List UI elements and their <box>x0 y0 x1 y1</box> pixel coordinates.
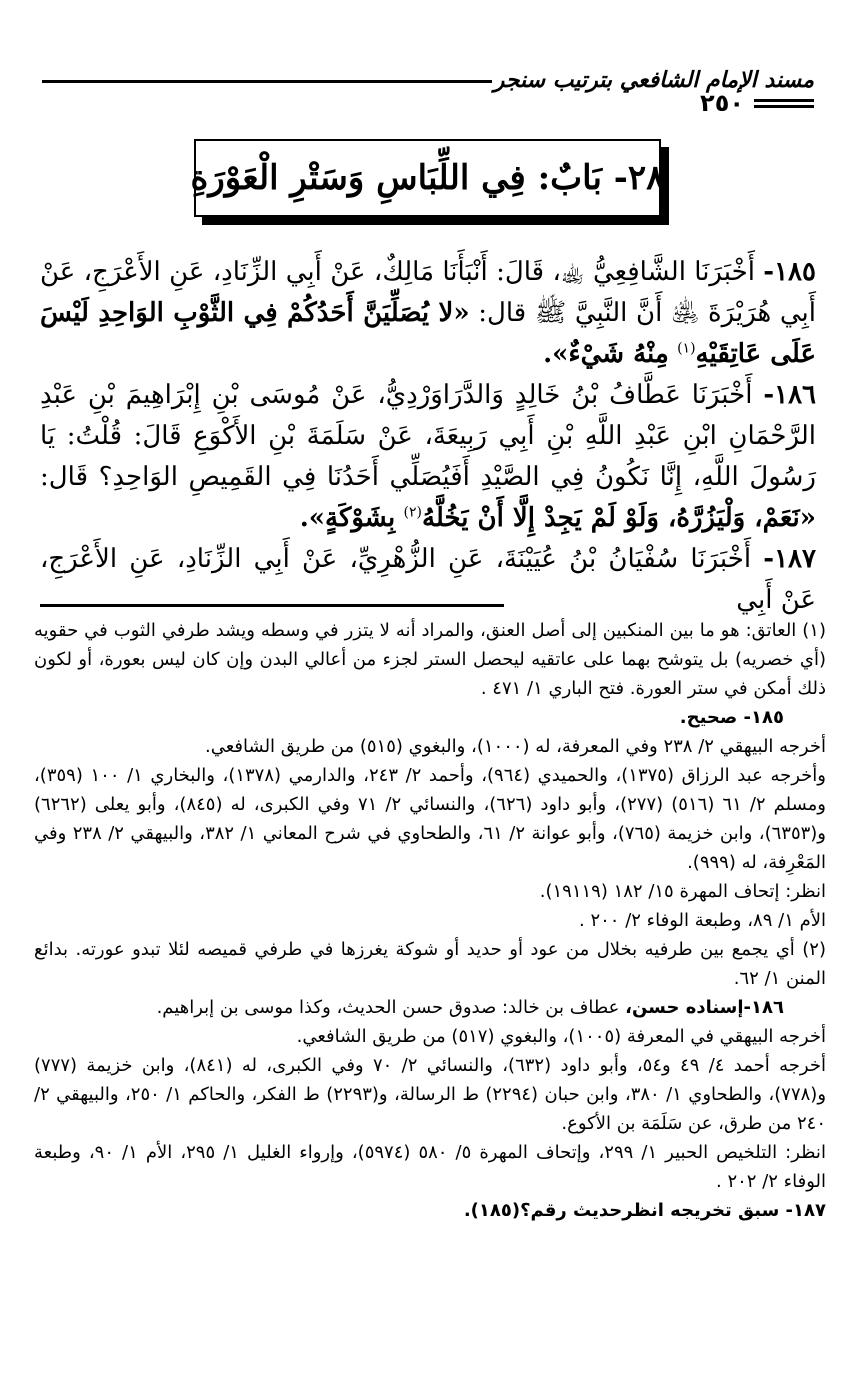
hadith-number: ١٨٧- <box>763 544 816 574</box>
footnote-2: (٢) أي يجمع بين طرفيه بخلال من عود أو حديد أو شوكة يغرزها في طرفي قميصه لئلا تبدو عورته. بدائع المنن ١/ ٦٢. <box>34 939 826 989</box>
takhrij-185-line: وأخرجه عبد الرزاق (١٣٧٥)، والحميدي (٩٦٤)، وأحمد ٢/ ٢٤٣، والدارمي (١٣٧٨)، والبخاري ١/ ١٠٠ (٣٥٩)، ومسلم ٢/ ٦١ (٥١٦) (٢٧٧)، وأبو داود (٦٢٦)، والنسائي ٢/ ٧١ وفي الكبرى، له (٨٤٥)، وأبو يعلى (٦٢٦٢) و(٦٣٥٣)، وابن خزيمة (٧٦٥)، وأبو عوانة ٢/ ٦١، والطحاوي في شرح المعاني ١/ ٣٨٢، والبيهقي ٢/ ٢٣٨ وفي المَعْرِفة، له (٩٩٩). <box>34 765 827 873</box>
footnotes <box>34 616 826 1225</box>
takhrij-185-line: الأم ١/ ٨٩، وطبعة الوفاء ٢/ ٢٠٠ . <box>579 910 826 931</box>
takhrij-186-line: انظر: التلخيص الحبير ١/ ٢٩٩، وإتحاف المهرة ٥/ ٥٨٠ (٥٩٧٤)، وإرواء الغليل ١/ ٢٩٥، الأم ١/ ٩٠، وطبعة الوفاء ٢/ ٢٠٢ . <box>34 1142 826 1192</box>
takhrij-187: ١٨٧- سبق تخريجه انظرحديث رقم؟(١٨٥). <box>463 1200 826 1221</box>
hadith-number: ١٨٦- <box>763 380 817 410</box>
hadith-matn-end: مِنْهُ شَيْءٌ». <box>543 339 669 369</box>
chapter-title: ٢٨- بَابٌ: فِي اللِّبَاسِ وَسَتْرِ الْعَوْرَةِ <box>190 158 665 198</box>
hadith-matn: «نَعَمْ، وَلْيَزُرَّهُ، وَلَوْ لَمْ يَجِدْ إِلَّا أَنْ يَخُلَّهُ <box>421 503 816 533</box>
takhrij-186-heading <box>34 993 826 1022</box>
hadith-isnad: أَخْبَرَنَا الشَّافِعِيُّ ﵀، قَالَ: أَنْبَأَنَا مَالِكٌ، عَنْ أَبِي الزِّنَادِ، عَنِ الأَعْرَجِ، عَنْ أَبِي هُرَيْرَةَ ﵁ أَنَّ النَّبِيَّ ﷺ قال: <box>40 257 817 328</box>
hadith-text <box>40 252 816 621</box>
hadith-185 <box>40 252 816 375</box>
footnote-marker: (١) <box>677 340 696 357</box>
hadith-isnad: أَخْبَرَنَا سُفْيَانُ بْنُ عُيَيْنَةَ، عَنِ الزُّهْرِيِّ، عَنْ أَبِي الزِّنَادِ، عَنِ الأَعْرَجِ، عَنْ أَبِي <box>40 544 816 615</box>
hadith-matn: «لا يُصَلِّيَنَّ أَحَدُكُمْ فِي الثَّوْبِ الوَاحِدِ لَيْسَ عَلَى عَاتِقَيْهِ <box>40 298 816 369</box>
footnote-separator <box>40 604 504 607</box>
page-number-rules <box>754 99 814 108</box>
running-head: مسند الإمام الشافعي بترتيب سنجر <box>493 68 814 93</box>
takhrij-186-line: أخرجه البيهقي في المعرفة (١٠٠٥)، والبغوي (٥١٧) من طريق الشافعي. <box>296 1026 826 1047</box>
chapter-heading-box <box>190 139 665 217</box>
takhrij-186-label: ١٨٦-إسناده حسن، <box>625 997 784 1018</box>
footnote-marker: (٢) <box>403 504 422 521</box>
hadith-number: ١٨٥- <box>763 257 816 287</box>
hadith-matn-end: بِشَوْكَةٍ». <box>299 503 396 533</box>
page-number: ٢٥٠ <box>700 89 744 117</box>
hadith-isnad: أَخْبَرَنَا عَطَّافُ بْنُ خَالِدٍ وَالدَّرَاوَرْدِيُّ، عَنْ مُوسَى بْنِ إِبْرَاهِيمَ بْنِ عَبْدِ الرَّحْمَانِ ابْنِ عَبْدِ اللَّهِ بْنِ أَبِي رَبِيعَةَ، عَنْ سَلَمَةَ بْنِ الأَكْوَعِ قَالَ: قُلْتُ: يَا رَسُولَ اللَّهِ، إِنَّا نَكُونُ فِي الصَّيْدِ أَفَيُصَلِّي أَحَدُنَا فِي القَمِيصِ الوَاحِدِ؟ قَال: <box>40 380 816 492</box>
page-number-row <box>700 88 814 118</box>
header-rule <box>42 80 492 83</box>
takhrij-186-line: أخرجه أحمد ٤/ ٤٩ و٥٤، وأبو داود (٦٣٢)، والنسائي ٢/ ٧٠ وفي الكبرى، له (٨٤١)، وابن خزيمة (٧٧٧) و(٧٧٨)، والطحاوي ١/ ٣٨٠، وابن حبان (٢٢٩٤) ط الرسالة، و(٢٢٩٣) ط الفكر، والحاكم ١/ ٢٥٠، والبيهقي ٢/ ٢٤٠ من طرق، عن سَلَمَة بن الأكوع. <box>34 1055 827 1134</box>
takhrij-185-label: ١٨٥- صحيح. <box>679 707 784 728</box>
takhrij-186-grading: عطاف بن خالد: صدوق حسن الحديث، وكذا موسى بن إبراهيم. <box>156 997 620 1018</box>
footnote-1: (١) العاتق: هو ما بين المنكبين إلى أصل العنق، والمراد أنه لا يتزر في وسطه ويشد طرفي الثوب في حقويه (أي خصريه) بل يتوشح بهما على عاتقيه ليحصل الستر لجزء من أعالي البدن وإن كان ليس بعورة، أو لكون ذلك أمكن في ستر العورة. فتح الباري ١/ ٤٧١ . <box>34 620 826 699</box>
hadith-186 <box>40 375 816 539</box>
takhrij-185-line: انظر: إتحاف المهرة ١٥/ ١٨٢ (١٩١١٩). <box>539 881 826 902</box>
takhrij-185-line: أخرجه البيهقي ٢/ ٢٣٨ وفي المعرفة، له (١٠٠٠)، والبغوي (٥١٥) من طريق الشافعي. <box>205 736 826 757</box>
hadith-187 <box>40 539 816 621</box>
